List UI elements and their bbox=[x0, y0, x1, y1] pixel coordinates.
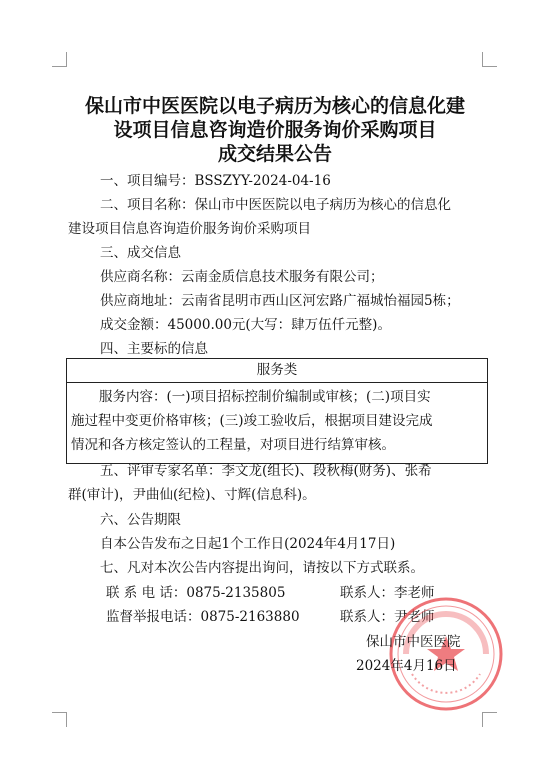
experts-line-2: 群(审计)，尹曲仙(纪检)、寸辉(信息科)。 bbox=[68, 487, 316, 503]
page-corner-mark bbox=[52, 52, 67, 67]
page-corner-mark bbox=[482, 712, 497, 727]
service-table bbox=[66, 358, 488, 464]
period-heading: 六、公告期限 bbox=[100, 512, 181, 528]
service-content-line-2: 施过程中变更价格审核；(三)竣工验收后，根据项目建设完成 bbox=[71, 413, 433, 429]
supervision-contact-person: 联系人：尹老师 bbox=[340, 609, 435, 625]
contact-person: 联系人：李老师 bbox=[340, 585, 435, 601]
project-name-line-1: 二、项目名称：保山市中医医院以电子病历为核心的信息化 bbox=[100, 197, 451, 213]
page-corner-mark bbox=[52, 712, 67, 727]
service-content-line-3: 情况和各方核定签认的工程量，对项目进行结算审核。 bbox=[71, 437, 395, 453]
deal-amount: 成交金额：45000.00元(大写：肆万伍仟元整)。 bbox=[100, 317, 391, 333]
main-subject-heading: 四、主要标的信息 bbox=[100, 341, 208, 357]
supplier-address: 供应商地址：云南省昆明市西山区河宏路广福城怡福园5栋； bbox=[100, 293, 460, 309]
issue-date: 2024年4月16日 bbox=[356, 658, 457, 674]
deal-info-heading: 三、成交信息 bbox=[100, 245, 181, 261]
official-seal-icon bbox=[388, 596, 504, 712]
document-title-line-2: 设项目信息咨询造价服务询价采购项目 bbox=[113, 119, 437, 141]
supervision-phone: 监督举报电话：0875-2163880 bbox=[106, 609, 300, 625]
issuer-name: 保山市中医医院 bbox=[366, 634, 461, 650]
contact-phone: 联 系 电 话：0875-2135805 bbox=[106, 585, 286, 601]
project-name-line-2: 建设项目信息咨询造价服务询价采购项目 bbox=[68, 221, 311, 237]
project-number: 一、项目编号：BSSZYY-2024-04-16 bbox=[100, 173, 331, 189]
inquiry-text: 七、凡对本次公告内容提出询问，请按以下方式联系。 bbox=[100, 560, 424, 576]
service-content-line-1: 服务内容：(一)项目招标控制价编制或审核；(二)项目实 bbox=[99, 389, 431, 405]
supplier-name: 供应商名称：云南金质信息技术服务有限公司； bbox=[100, 269, 384, 285]
service-table-header: 服务类 bbox=[67, 359, 487, 383]
service-table-body bbox=[71, 385, 483, 457]
document-title-line-3: 成交结果公告 bbox=[217, 143, 332, 165]
experts-line-1: 五、评审专家名单：李文龙(组长)、段秋梅(财务)、张希 bbox=[100, 463, 432, 479]
period-text: 自本公告发布之日起1个工作日(2024年4月17日) bbox=[100, 536, 396, 552]
document-title-line-1: 保山市中医医院以电子病历为核心的信息化建 bbox=[84, 95, 465, 117]
page-corner-mark bbox=[482, 52, 497, 67]
